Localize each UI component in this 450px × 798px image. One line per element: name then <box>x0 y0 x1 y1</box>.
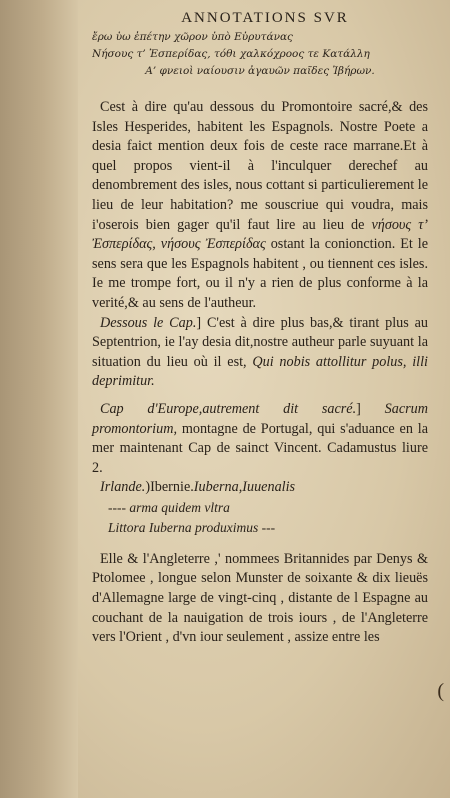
paragraph-2-text: C'est à dire plus bas,& tirant plus au Septentrion, ie l'ay desia dit,nostre autheur parle suyuant la situation du lieu où il est, <box>92 314 428 370</box>
paragraph-1-text: Cest à dire qu'au dessous du Promontoire sacré,& des Isles Hesperides, habitent les Espagnols. Nostre Poete a desia faict mention deux fois de ceste race marrane.Et à quel propos vient-il à l'inculquer derechef au denombrement des isles, nous cottant si particulierement le lieu de leur habitation? me souscriue qui voudra, mais i'oserois bien gager qu'il faut lire au lieu de <box>92 99 428 233</box>
greek-verse-line-3: Α’ φνειοὶ ναίουσιν ἀγαυῶν παῖδες Ἰβήρων. <box>145 65 375 77</box>
margin-bracket-mark: ( <box>437 680 444 702</box>
running-head: ANNOTATIONS SVR <box>181 10 349 26</box>
paragraph-2-lemma: Dessous le Cap. <box>100 314 197 331</box>
page-gutter-shadow <box>0 0 78 798</box>
paragraph-4-quote: Iuberna,Iuuenalis <box>193 479 296 496</box>
paragraph-1 <box>92 98 428 314</box>
verse-line-1: ---- arma quidem vltra <box>108 499 230 515</box>
paragraph-2-quote: Qui nobis attollitur polus, illi deprimitur. <box>92 353 428 390</box>
paragraph-3-lemma: Cap d'Europe,autrement dit sacré. <box>100 400 357 417</box>
greek-verse-line-1: ἔρω ὑω ἐπέτην χῶρον ὑπὸ Εὐρυτάνας <box>92 31 293 43</box>
spacer <box>92 392 428 400</box>
paragraph-3-quote: Sacrum promontorium, <box>92 400 428 437</box>
paragraph-3: Cap d'Europe,autrement dit sacré.] Sacrum promontorium, montagne de Portugal, qui s'aduance en la mer maintenant Cap de sainct Vincent. Cadamustus liure 2. <box>92 400 428 476</box>
paragraph-5: Elle & l'Angleterre ,' nommees Britannides par Denys & Ptolomee , longue selon Munster de soixante & dix lieuës d'Allemagne large de vingt-cinq , distante de l Espagne au couchant de la nauigation de trois iours , de l'Angleterre vers l'Orient , d'vn iour seulement , assize entre les <box>92 550 428 646</box>
paragraph-1-greek-2: νήσους Ἐσπερίδας <box>160 236 266 253</box>
paragraph-1-end: ostant la conionction. Et le sens sera que les Espagnols habitent , ou tiennent ces isles. Ie me trompe fort, ou il n'y a rien de plus conforme à la verité,& au sens de l'autheur. <box>92 236 429 311</box>
paragraph-4-lemma: Irlande. <box>100 479 146 496</box>
paragraph-4: Irlande.)Ibernie.Iuberna,Iuuenalis <box>100 479 296 496</box>
verse-line-2: Littora Iuberna produximus --- <box>108 519 276 535</box>
paragraph-3-text: montagne de Portugal, qui s'aduance en la mer maintenant Cap de sainct Vincent. Cadamustus liure 2. <box>92 420 428 476</box>
paragraph-2: Dessous le Cap.] C'est à dire plus bas,& tirant plus au Septentrion, ie l'ay desia dit,nostre autheur parle suyuant la situation du lieu où il est, Qui nobis attollitur polus, illi deprimitur. <box>92 314 428 390</box>
spacer <box>92 538 428 550</box>
greek-verse-line-2: Νήσους τ’ Ἐσπερίδας, τόθι χαλκόχροος τε Κατάλλη <box>92 48 370 60</box>
paragraph-4-text: Ibernie. <box>150 479 194 496</box>
paragraph-1-greek-1: νήσους τ’ Ἐσπερίδας, <box>92 216 429 253</box>
